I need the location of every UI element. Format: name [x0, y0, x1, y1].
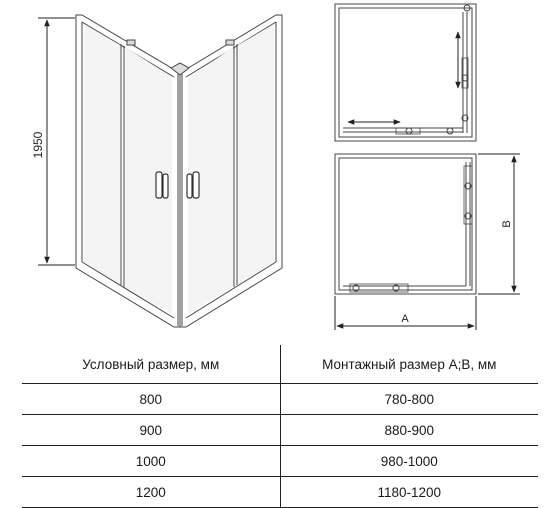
roller: [127, 40, 135, 45]
corner-bracket: [171, 63, 189, 75]
table-cell: 780-800: [280, 384, 538, 415]
handle-right: [187, 174, 192, 198]
table-cell: 800: [22, 384, 280, 415]
size-table: [22, 345, 538, 508]
table-cell: 1180-1200: [280, 477, 538, 508]
handle-left: [156, 172, 162, 198]
depth-label: B: [501, 220, 513, 228]
header-nominal-size: Условный размер, мм: [22, 345, 280, 384]
table-row: [22, 384, 538, 415]
handle-right: [193, 172, 199, 198]
table-cell: 980-1000: [280, 446, 538, 477]
enclosure-perspective-view: [76, 15, 282, 327]
depth-dimension: [478, 154, 520, 294]
table-header-row: [22, 345, 538, 384]
width-label: A: [401, 313, 409, 325]
roller: [226, 40, 234, 45]
handle-left: [163, 174, 168, 198]
table-row: [22, 446, 538, 477]
plan-view-open: [335, 4, 476, 141]
table-row: [22, 415, 538, 446]
table-cell: 900: [22, 415, 280, 446]
height-label: 1950: [31, 131, 45, 159]
table-cell: 880-900: [280, 415, 538, 446]
table-row: [22, 477, 538, 508]
table-cell: 1000: [22, 446, 280, 477]
header-mounting-size: Монтажный размер A;B, мм: [280, 345, 538, 384]
plan-view-dimensioned: [335, 154, 476, 294]
table-cell: 1200: [22, 477, 280, 508]
